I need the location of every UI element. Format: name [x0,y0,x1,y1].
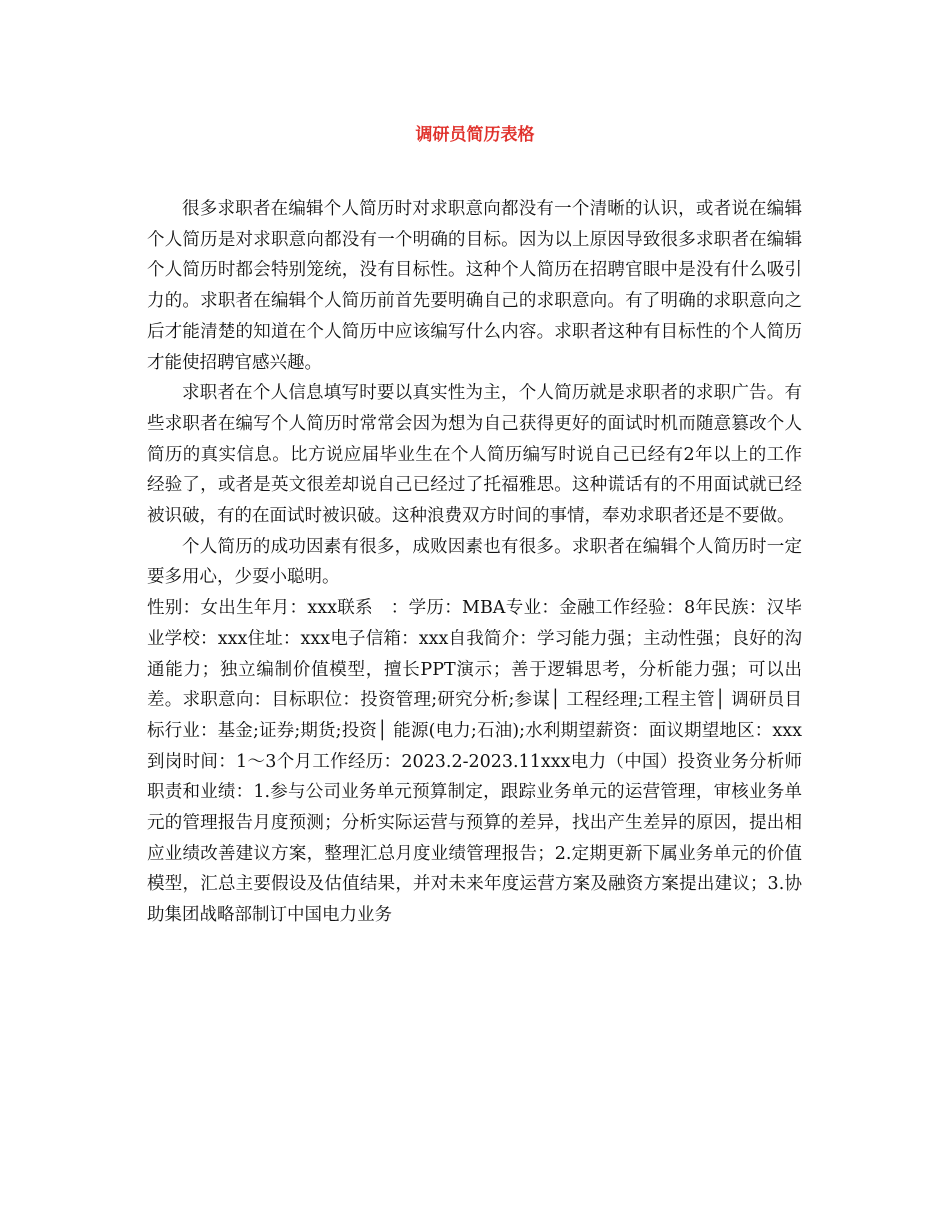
authenticity-paragraph: 求职者在个人信息填写时要以真实性为主，个人简历就是求职者的求职广告。有些求职者在编写个人简历时常常会因为想为自己获得更好的面试时机而随意篡改个人简历的真实信息。比方说应届毕业生在个人简历编写时说自己已经有2年以上的工作经验了，或者是英文很差却说自己已经过了托福雅思。这种谎话有的不用面试就已经被识破，有的在面试时被识破。这种浪费双方时间的事情，奉劝求职者还是不要做。 [147,383,802,527]
intro-paragraph: 很多求职者在编辑个人简历时对求职意向都没有一个清晰的认识，或者说在编辑个人简历是对求职意向都没有一个明确的目标。因为以上原因导致很多求职者在编辑个人简历时都会特别笼统，没有目标性。这种个人简历在招聘官眼中是没有什么吸引力的。求职者在编辑个人简历前首先要明确自己的求职意向。有了明确的求职意向之后才能清楚的知道在个人简历中应该编写什么内容。求职者这种有目标性的个人简历才能使招聘官感兴趣。 [147,199,802,373]
advice-paragraph: 个人简历的成功因素有很多，成败因素也有很多。求职者在编辑个人简历时一定要多用心，少耍小聪明。 [147,536,802,588]
document-body [147,194,802,931]
page-title: 调研员简历表格 [415,125,535,145]
resume-profile-block: 性别：女出生年月：xxx联系 ：学历：MBA专业：金融工作经验：8年民族：汉毕业学校：xxx住址：xxx电子信箱：xxx自我简介：学习能力强；主动性强；良好的沟通能力；独立编制价值模型，擅长PPT演示；善于逻辑思考，分析能力强；可以出差。求职意向：目标职位：投资管理;研究分析;参谋│ 工程经理;工程主管│ 调研员目标行业：基金;证券;期货;投资│ 能源(电力;石油);水利期望薪资：面议期望地区：xxx到岗时间：1～3个月工作经历：2023.2-2023.11xxx电力（中国）投资业务分析师职责和业绩：1.参与公司业务单元预算制定，跟踪业务单元的运营管理，审核业务单元的管理报告月度预测；分析实际运营与预算的差异，找出产生差异的原因，提出相应业绩改善建议方案，整理汇总月度业绩管理报告；2.定期更新下属业务单元的价值模型，汇总主要假设及估值结果，并对未来年度运营方案及融资方案提出建议；3.协助集团战略部制订中国电力业务 [147,598,802,926]
